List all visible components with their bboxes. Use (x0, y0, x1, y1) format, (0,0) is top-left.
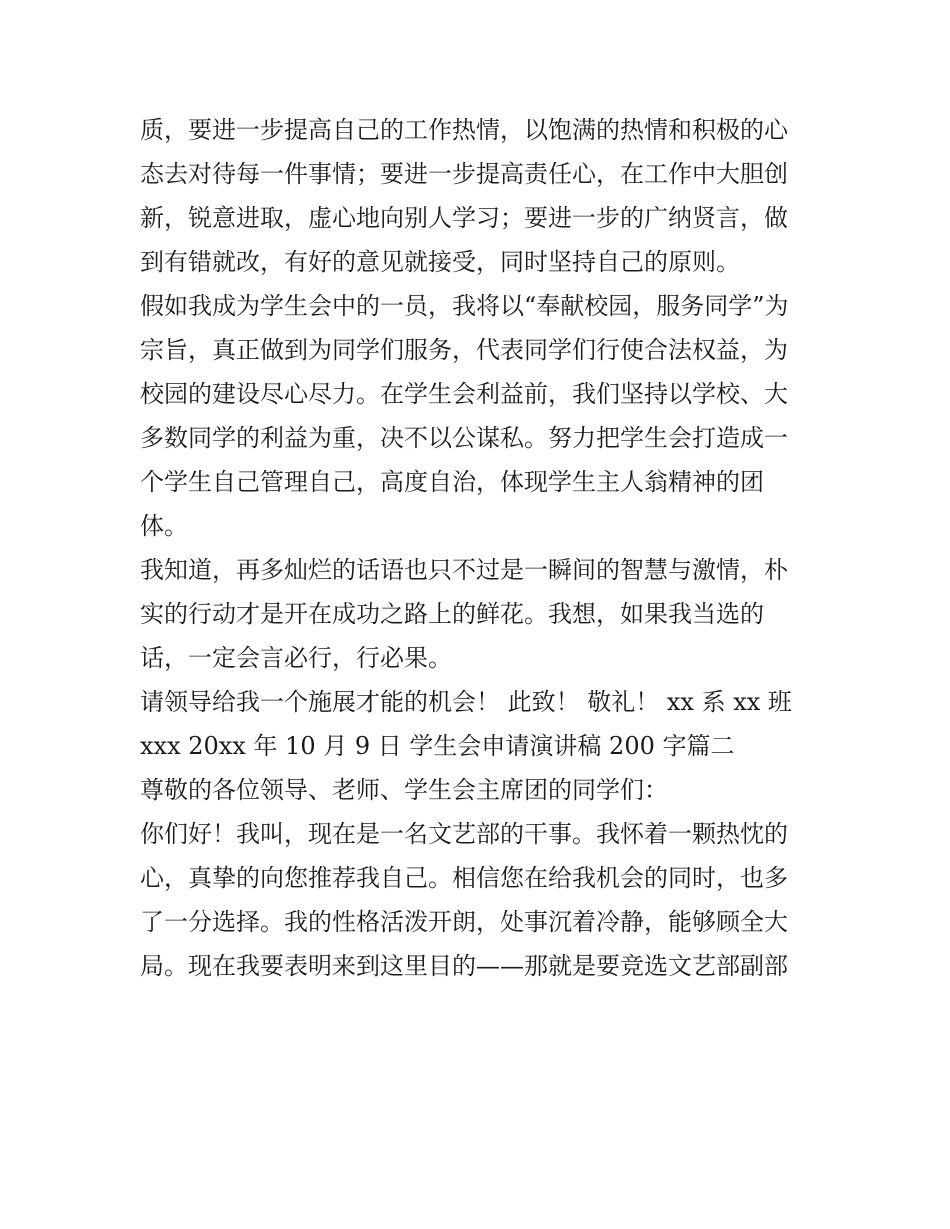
text-line: 假如我成为学生会中的一员，我将以“奉献校园，服务同学”为 (140, 292, 789, 320)
text-line: 校园的建设尽心尽力。在学生会利益前，我们坚持以学校、大 (140, 380, 788, 408)
text-line: 态去对待每一件事情；要进一步提高责任心，在工作中大胆创 (140, 160, 788, 188)
text-line: 多数同学的利益为重，决不以公谋私。努力把学生会打造成一 (140, 424, 788, 452)
text-line: 宗旨，真正做到为同学们服务，代表同学们行使合法权益，为 (140, 336, 788, 364)
text-line: 局。现在我要表明来到这里目的——那就是要竞选文艺部副部 (140, 952, 788, 980)
text-line: 到有错就改，有好的意见就接受，同时坚持自己的原则。 (140, 248, 740, 276)
document-body (140, 108, 820, 988)
text-line: 实的行动才是开在成功之路上的鲜花。我想，如果我当选的 (140, 600, 764, 628)
text-line: 尊敬的各位领导、老师、学生会主席团的同学们： (140, 776, 668, 804)
text-line: 话，一定会言必行，行必果。 (140, 644, 452, 672)
text-line: 体。 (140, 512, 188, 540)
text-line: 新，锐意进取，虚心地向别人学习；要进一步的广纳贤言，做 (140, 204, 788, 232)
text-line: xxx 20xx 年 10 月 9 日 学生会申请演讲稿 200 字篇二 (140, 732, 735, 760)
text-line: 个学生自己管理自己，高度自治，体现学生主人翁精神的团 (140, 468, 764, 496)
text-line: 了一分选择。我的性格活泼开朗，处事沉着冷静，能够顾全大 (140, 908, 788, 936)
text-line: 质，要进一步提高自己的工作热情，以饱满的热情和积极的心 (140, 116, 788, 144)
text-line: 你们好！我叫，现在是一名文艺部的干事。我怀着一颗热忱的 (140, 820, 788, 848)
text-line: 请领导给我一个施展才能的机会！ 此致！ 敬礼！ xx 系 xx 班 (140, 688, 792, 716)
text-line: 心，真挚的向您推荐我自己。相信您在给我机会的同时，也多 (140, 864, 788, 892)
text-line: 我知道，再多灿烂的话语也只不过是一瞬间的智慧与激情，朴 (140, 556, 788, 584)
